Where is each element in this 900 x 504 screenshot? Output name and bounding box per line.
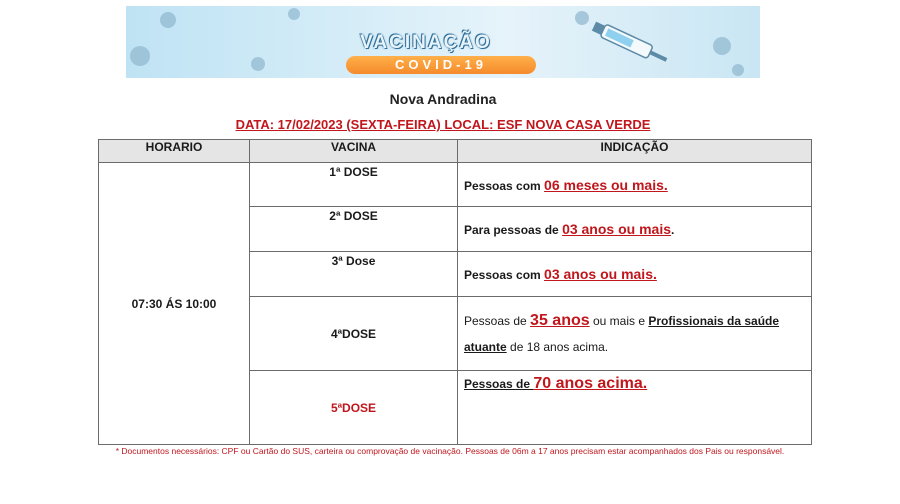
indication-suffix: de 18 anos acima.: [506, 339, 609, 354]
indication-text: Pessoas com: [464, 268, 545, 282]
header-indicacao: INDICAÇÃO: [458, 140, 812, 163]
banner-title: VACINAÇÃO: [360, 32, 492, 53]
banner-subtitle: COVID-19: [346, 56, 536, 74]
date-location-line: DATA: 17/02/2023 (SEXTA-FEIRA) LOCAL: ESF NOVA CASA VERDE: [235, 117, 651, 132]
indication-text: Para pessoas de: [464, 223, 563, 237]
indication-text: Pessoas de: [464, 377, 534, 391]
vaccine-cell: 5ªDOSE: [250, 371, 458, 445]
indication-highlight: 70 anos acima.: [533, 375, 648, 392]
indication-cell: [458, 163, 812, 207]
indication-highlight: 06 meses ou mais.: [544, 176, 668, 193]
vaccination-banner: [126, 6, 760, 78]
indication-highlight: 03 anos ou mais: [562, 221, 671, 237]
vaccine-cell: 2ª DOSE: [250, 207, 458, 252]
vaccine-cell: 1ª DOSE: [250, 163, 458, 207]
city-title: Nova Andradina: [389, 91, 497, 107]
indication-highlight: 35 anos: [530, 311, 590, 329]
indication-highlight: 03 anos ou mais.: [544, 266, 657, 282]
required-documents-note: * Documentos necessários: CPF ou Cartão do SUS, carteira ou comprovação de vacinação. Pessoas de 06m a 17 anos precisam estar acompanhados dos Pais ou responsável.: [115, 446, 785, 456]
vaccine-cell: 4ªDOSE: [250, 297, 458, 371]
time-cell: 07:30 ÁS 10:00: [99, 163, 250, 445]
indication-cell: [458, 252, 812, 297]
header-horario: HORARIO: [99, 140, 250, 163]
schedule-table: [98, 139, 812, 445]
header-vacina: VACINA: [250, 140, 458, 163]
vaccine-cell: 3ª Dose: [250, 252, 458, 297]
indication-text: Pessoas com: [464, 178, 545, 193]
indication-bold: Profissionais da saúde atuante: [464, 313, 780, 354]
indication-text: Pessoas de: [464, 313, 531, 328]
indication-middle: ou mais e: [589, 313, 649, 328]
indication-suffix: .: [671, 223, 675, 237]
table-row: [99, 163, 812, 207]
indication-cell: [458, 207, 812, 252]
table-header-row: [99, 140, 812, 163]
indication-cell: [458, 297, 812, 371]
indication-cell: [458, 371, 812, 445]
